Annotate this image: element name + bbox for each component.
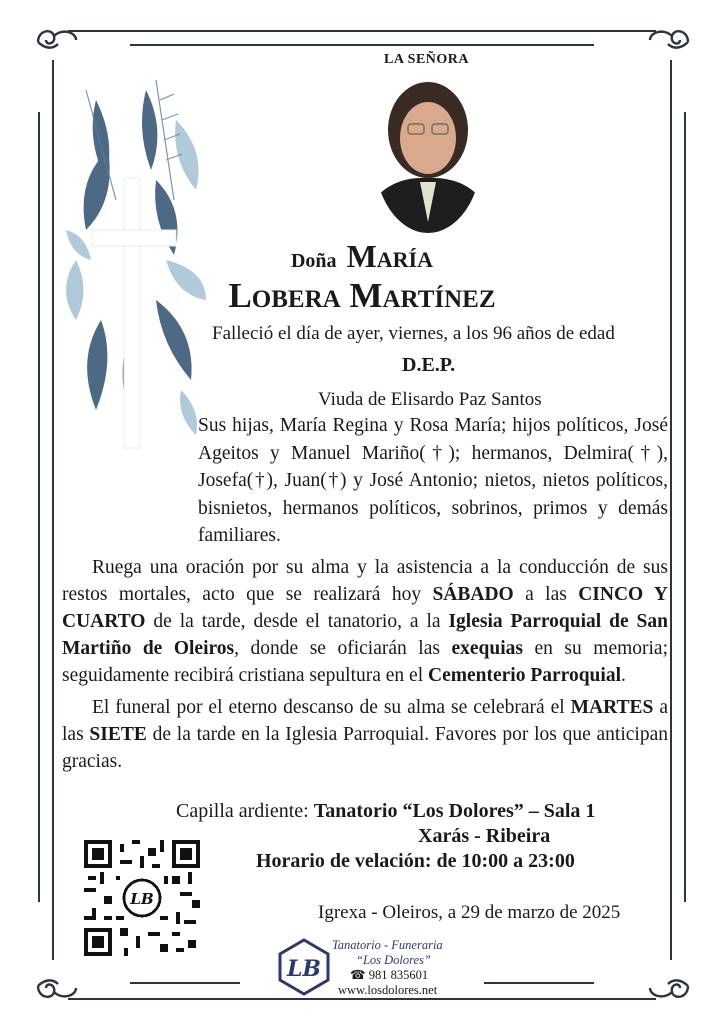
- widow-of: Viuda de Elisardo Paz Santos: [318, 389, 542, 410]
- footer-phone: [350, 967, 428, 983]
- qr-code[interactable]: [84, 840, 200, 956]
- announcement-paragraph-1: Ruega una oración por su alma y la asistencia a la conducción de sus restos mortales, acto que se realizará hoy SÁBADO a las CINCO Y CUARTO de la tarde, desde el tanatorio, a la Iglesia Parroquial de San Martiño de Oleiros, donde se oficiarán las exequias en su memoria; seguidamente recibirá cristiana sepultura en el Cementerio Parroquial.: [62, 557, 668, 686]
- footer-line2: “Los Dolores”: [356, 953, 431, 967]
- announcement: [62, 554, 668, 775]
- corner-ornament-icon: [32, 22, 82, 62]
- name-prefix: Doña: [290, 250, 337, 272]
- chapel-place: Tanatorio “Los Dolores” – Sala 1: [313, 800, 596, 822]
- family-relatives: [198, 412, 668, 550]
- chapel-location: Xarás - Ribeira: [418, 825, 551, 847]
- chapel-line: [176, 800, 595, 823]
- place-date: Igrexa - Oleiros, a 29 de marzo de 2025: [318, 902, 621, 923]
- header-label: LA SEÑORA: [384, 52, 470, 67]
- corner-ornament-icon: [644, 966, 694, 1006]
- funeral-home-logo-icon: [276, 938, 332, 996]
- deceased-surnames: Lobera Martínez: [228, 276, 496, 315]
- footer-web[interactable]: www.losdolores.net: [338, 983, 438, 997]
- announcement-paragraph-2: El funeral por el eterno descanso de su alma se celebrará el MARTES a las SIETE de la tarde en la Iglesia Parroquial. Favores por los que anticipan gracias.: [62, 697, 668, 772]
- first-name: María: [346, 238, 433, 274]
- deceased-name-line1: [0, 238, 724, 275]
- corner-ornament-icon: [32, 966, 82, 1006]
- footer-line1: Tanatorio - Funeraria: [332, 938, 443, 952]
- corner-ornament-icon: [644, 22, 694, 62]
- phone-icon: ☎: [350, 968, 366, 982]
- svg-text:LB: LB: [130, 890, 154, 908]
- relatives-text: Sus hijas, María Regina y Rosa María; hijos políticos, José Ageitos y Manuel Mariño(†); hermanos, Delmira(†), Josefa(†), Juan(†) y José Antonio; nietos, nietos políticos, bisnietos, hermanos políticos, sobrinos, primos y demás familiares.: [198, 415, 668, 546]
- portrait-photo: [372, 72, 484, 234]
- rip-text: D.E.P.: [402, 354, 456, 376]
- chapel-label: Capilla ardiente:: [176, 800, 314, 822]
- chapel-hours: Horario de velación: de 10:00 a 23:00: [256, 850, 575, 872]
- phone-number: 981 835601: [368, 968, 429, 982]
- death-text: Falleció el día de ayer, viernes, a los 96 años de edad: [212, 323, 615, 344]
- logo-text: LB: [286, 956, 322, 982]
